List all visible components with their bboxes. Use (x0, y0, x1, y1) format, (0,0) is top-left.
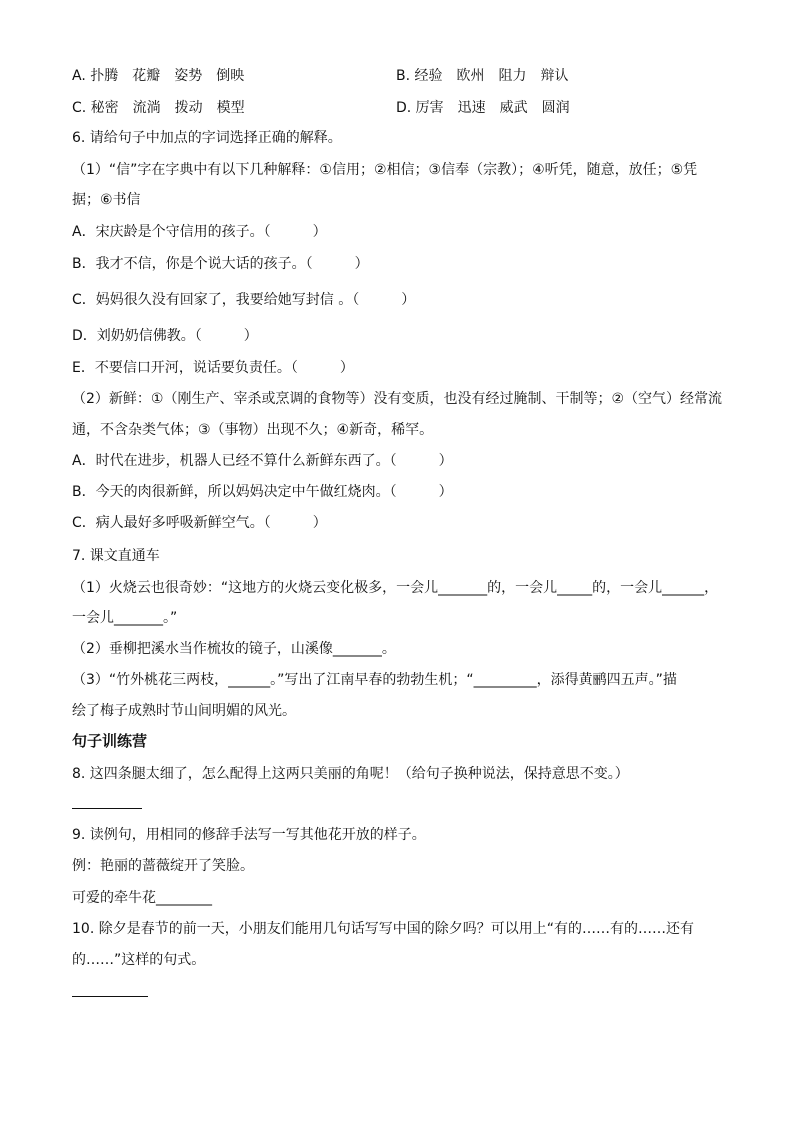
q10-answer-line[interactable] (72, 996, 148, 997)
q7-p1-text: （1）火烧云也很奇妙：“这地方的火烧云变化极多，一会儿_______的，一会儿_____的，一会儿______， (72, 580, 719, 596)
q6-p1-item-e: E．不要信口开河，说话要负责任。（ ） (72, 360, 354, 376)
q6-p2-item-a: A．时代在进步，机器人已经不算什么新鲜东西了。（ ） (72, 453, 453, 469)
q7-p1-text-cont: 一会儿_______。” (72, 610, 178, 626)
q6-p1-item-b: B．我才不信，你是个说大话的孩子。（ ） (72, 256, 369, 272)
q6-p1-text: （1）“信”字在字典中有以下几种解释：①信用；②相信；③信奉（宗教）；④听凭，随意，放任；⑤凭 (72, 162, 698, 178)
option-a: A. 扑腾 花瓣 姿势 倒映 (72, 68, 245, 84)
q10-text-cont: 的……”这样的句式。 (72, 952, 206, 968)
q9-prompt: 可爱的牵牛花________ (72, 890, 212, 906)
option-c: C. 秘密 流淌 拨动 模型 (72, 100, 245, 116)
q6-p1-item-a: A．宋庆龄是个守信用的孩子。（ ） (72, 224, 327, 240)
q7-p3-text: （3）“竹外桃花三两枝，______。”写出了江南早春的勃勃生机；“_________，添得黄鹂四五声。”描 (72, 672, 677, 688)
q6-p2-text-cont: 通，不含杂类气体；③（事物）出现不久；④新奇，稀罕。 (72, 422, 434, 438)
option-b: B. 经验 欧州 阻力 辩认 (396, 68, 569, 84)
q9-example: 例：艳丽的蔷薇绽开了笑脸。 (72, 858, 254, 874)
q6-title: 6. 请给句子中加点的字词选择正确的解释。 (72, 130, 342, 146)
q8-answer-line[interactable] (72, 808, 142, 809)
q7-p2-text: （2）垂柳把溪水当作梳妆的镜子，山溪像_______。 (72, 641, 396, 657)
q6-p2-item-c: C．病人最好多呼吸新鲜空气。（ ） (72, 515, 327, 531)
option-d: D. 厉害 迅速 威武 圆润 (396, 100, 570, 116)
q6-p2-item-b: B．今天的肉很新鲜，所以妈妈决定中午做红烧肉。（ ） (72, 484, 453, 500)
q7-p3-text-cont: 绘了梅子成熟时节山间明媚的风光。 (72, 703, 296, 719)
section-title: 句子训练营 (72, 732, 148, 750)
q6-p1-item-c: C．妈妈很久没有回家了，我要给她写封信 。（ ） (72, 292, 416, 308)
q6-p1-text-cont: 据；⑥书信 (72, 192, 141, 208)
q6-p2-text: （2）新鲜：①（刚生产、宰杀或烹调的食物等）没有变质，也没有经过腌制、干制等；②（空气）经常流 (72, 391, 723, 407)
q7-title: 7. 课文直通车 (72, 548, 160, 564)
q9-title: 9. 读例句，用相同的修辞手法写一写其他花开放的样子。 (72, 827, 426, 843)
q10-text: 10. 除夕是春节的前一天，小朋友们能用几句话写写中国的除夕吗？可以用上“有的……有的……还有 (72, 921, 694, 937)
q6-p1-item-d: D．刘奶奶信佛教。（ ） (72, 328, 258, 344)
q8-text: 8. 这四条腿太细了，怎么配得上这两只美丽的角呢！（给句子换种说法，保持意思不变。） (72, 766, 629, 782)
